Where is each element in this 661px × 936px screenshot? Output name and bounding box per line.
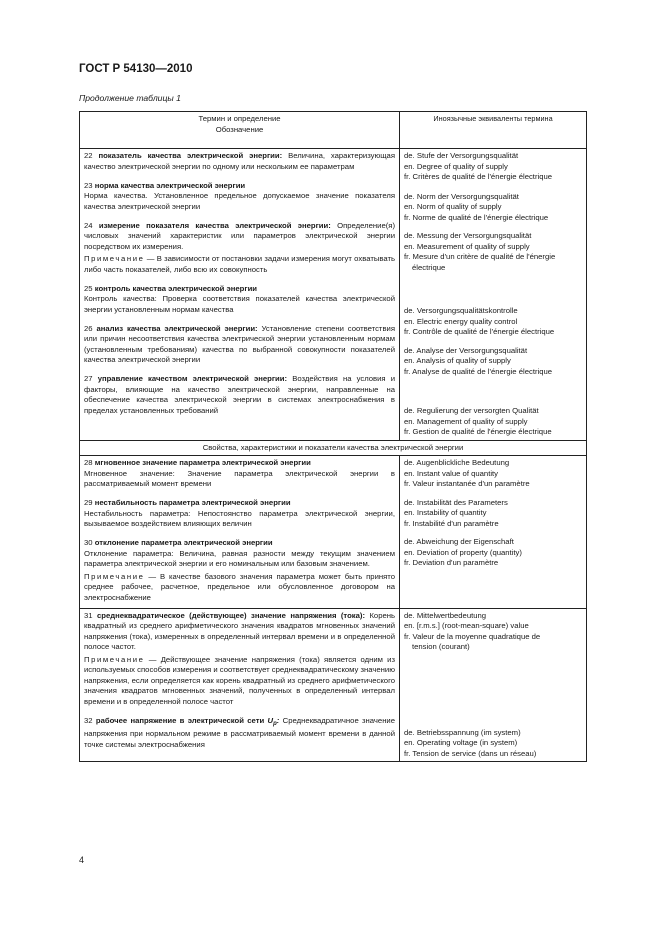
table-header-row [80, 112, 587, 149]
term-entry-26: 26 анализ качества электрической энергии: Установление степени соответствия или причин несоответствия качества электрической энергии установленным нормам (установленным требованиям) качества по выбранной совокупности показателей качества электрической энергии [84, 323, 395, 364]
table-row [80, 456, 587, 609]
header-designation-label: Обозначение [215, 124, 264, 134]
term-entry-27: 27 управление качеством электрической энергии: Воздействия на условия и факторы, влияющие на качество электрической энергии, направленные на обеспечение качества электрической энергии в системах электроснабжения в пределах установленных требований [84, 374, 395, 415]
term-definition: Корень квадратный из среднего арифметического значения квадратов мгновенных значений напряжения (тока), измеренных в определенный интервал времени и в определенной полосе частот. [84, 610, 395, 651]
header-term-cell [80, 112, 400, 149]
term-note: Примечание — Действующее значение напряжения (тока) является одним из используемых способов измерения и соответствует среднеквадратическому значению напряжения, если определяется как корень квадратный из среднего арифметического значения квадратов мгновенных значений, полученных в определенный интервал времени и в определенной полосе частот [84, 654, 395, 706]
term-note: Примечание — В зависимости от постановки задачи измерения могут охватывать либо часть показателей, либо всю их совокупность [84, 254, 395, 274]
term-definition: Мгновенное значение: Значение параметра электрической энергии в рассматриваемый момент времени [84, 468, 395, 488]
term-definitions-cell [80, 456, 400, 609]
term-definition: Воздействия на условия и факторы, влияющие на качество электрической энергии, направленные на обеспечение качества электрической энергии в системах электроснабжения в пределах установленных требований [84, 374, 395, 415]
term-definition: Нестабильность параметра: Непостоянство параметра электрической энергии, вызываемое воздействием влияющих величин [84, 508, 395, 528]
terms-table [79, 111, 587, 762]
term-name: показатель качества электрической энергии: [98, 151, 283, 160]
equivalents-28: de. Augenblickliche Bedeutung en. Instant value of quantity fr. Valeur instantanée d'un paramètre [404, 458, 530, 488]
term-definition: Контроль качества: Проверка соответствия показателей качества электрической энергии установленным нормам качества [84, 294, 395, 314]
table-row [80, 608, 587, 762]
term-definition: Норма качества. Установленное предельное допускаемое значение показателя качества электрической энергии [84, 191, 395, 211]
table-continuation-caption: Продолжение таблицы 1 [79, 93, 181, 103]
term-definition: Среднеквадратичное значение напряжения при нормальном режиме в рассматриваемый момент времени в данной точке системы электроснабжения [84, 715, 396, 749]
term-entry-29: 29 нестабильность параметра электрической энергии Нестабильность параметра: Непостоянство параметра электрической энергии, вызываемое воздействием влияющих величин [84, 498, 395, 528]
term-definition: Величина, характеризующая качество электрической энергии по одному или нескольким ее параметрам [84, 151, 395, 171]
section-title: Свойства, характеристики и показатели качества электрической энергии [80, 440, 587, 456]
equivalents-24: de. Messung der Versorgungsqualität en. Measurement of quality of supply fr. Mesure d'un critère de qualité de l'énergie électrique [404, 231, 556, 272]
equivalents-30: de. Abweichung der Eigenschaft en. Deviation of property (quantity) fr. Deviation d'un paramètre [404, 537, 522, 567]
equivalents-27: de. Regulierung der versorgten Qualität en. Management of quality of supply fr. Gestion de qualité de l'énergie électrique [404, 406, 552, 436]
equivalents-26: de. Analyse der Versorgungsqualität en. Analysis of quality of supply fr. Analyse de qualité de l'énergie électrique [404, 345, 553, 376]
term-entry-22: 22 показатель качества электрической энергии: Величина, характеризующая качество электрической энергии по одному или нескольким ее параметрам [84, 151, 395, 171]
equivalents-22: de. Stufe der Versorgungsqualität en. Degree of quality of supply fr. Critères de qualité de l'énergie électrique [404, 151, 553, 181]
term-entry-25: 25 контроль качества электрической энергии Контроль качества: Проверка соответствия показателей качества электрической энергии установленным нормам качества [84, 283, 395, 314]
term-note: Примечание — В качестве базового значения параметра может быть принято среднее рабочее, расчетное, предельное или обусловленное договором на электроснабжение [84, 571, 395, 602]
section-row [80, 440, 587, 456]
term-definitions-cell [80, 608, 400, 762]
term-entry-30: 30 отклонение параметра электрической энергии Отклонение параметра: Величина, равная разности между текущим значением параметра электрической энергии и его номинальным или базовым значением. Примечание — В качестве базового значения параметра может быть принято среднее рабочее, расчетное, предельное или обусловленное договором на электроснабжение [84, 538, 395, 602]
term-name: отклонение параметра электрической энергии [94, 538, 273, 547]
header-equivalents-label: Иноязычные эквиваленты термина [400, 112, 587, 149]
page-number: 4 [79, 855, 85, 865]
equivalents-32: de. Betriebsspannung (im system) en. Operating voltage (in system) fr. Tension de service (dans un réseau) [404, 727, 537, 758]
equivalents-31: de. Mittelwertbedeutung en. [r.m.s.] (root-mean-square) value fr. Valeur de la moyenne quadratique de tension (courant) [404, 610, 541, 651]
standard-title: ГОСТ Р 54130—2010 [79, 63, 193, 75]
term-name: нестабильность параметра электрической энергии [94, 498, 291, 507]
term-name: рабочее напряжение в электрической сети [95, 715, 265, 725]
term-definition: Определение(я) числовых значений характеристик или параметров электрической энергии посредством их измерения. [84, 220, 395, 251]
term-name: норма качества электрической энергии [94, 180, 246, 190]
equivalents-cell [400, 149, 587, 441]
term-name: управление качеством электрической энергии: [97, 374, 288, 383]
term-entry-23: 23 норма качества электрической энергии Норма качества. Установленное предельное допускаемое значение показателя качества электрической энергии [84, 180, 395, 211]
term-name: анализ качества электрической энергии: [96, 323, 258, 333]
term-name: измерение показателя качества электрической энергии: [98, 220, 331, 230]
term-name: мгновенное значение параметра электрической энергии [94, 458, 311, 467]
equivalents-cell [400, 608, 587, 762]
header-term-label: Термин и определение [198, 114, 281, 123]
term-definition: Установление степени соответствия или причин несоответствия качества электрической энергии установленным нормам (установленным требованиям) качества по выбранной совокупности показателей качества электрической энергии [84, 323, 395, 364]
term-name: контроль качества электрической энергии [94, 283, 258, 293]
equivalents-25: de. Versorgungsqualitätskontrolle en. Electric energy quality control fr. Contrôle de qualité de l'énergie électrique [404, 306, 555, 336]
term-entry-32: 32 рабочее напряжение в электрической сети $U_p$: Среднеквадратичное значение напряжения при нормальном режиме в рассматриваемый момент времени в данной точке системы электроснабжения [84, 715, 396, 749]
equivalents-29: de. Instabilität des Parameters en. Instability of quantity fr. Instabilité d'un paramètre [404, 497, 508, 528]
table-row [80, 149, 587, 441]
term-entry-31: 31 среднеквадратическое (действующее) значение напряжения (тока): Корень квадратный из среднего арифметического значения квадратов мгновенных значений напряжения (тока), измеренных в определенный интервал времени и в определенной полосе частот. Примечание — Действующее значение напряжения (тока) является одним из используемых способов измерения и соответствует среднеквадратическому значению напряжения, если определяется как корень квадратный из среднего арифметического значения квадратов мгновенных значений, полученных в определенный интервал времени и в определенной полосе частот [84, 610, 395, 706]
voltage-symbol: $U_p$: [267, 715, 280, 727]
equivalents-23: de. Norm der Versorgungsqualität en. Norm of quality of supply fr. Norme de qualité de l'énergie électrique [404, 191, 549, 222]
term-entry-24: 24 измерение показателя качества электрической энергии: Определение(я) числовых значений характеристик или параметров электрической энергии посредством их измерения. Примечание — В зависимости от постановки задачи измерения могут охватывать либо часть показателей, либо всю их совокупность [84, 220, 395, 274]
term-definition: Отклонение параметра: Величина, равная разности между текущим значением параметра электрической энергии и его номинальным или базовым значением. [84, 548, 395, 568]
term-name: среднеквадратическое (действующее) значение напряжения (тока): [96, 610, 366, 620]
term-entry-28: 28 мгновенное значение параметра электрической энергии Мгновенное значение: Значение параметра электрической энергии в рассматриваемый момент времени [84, 458, 395, 488]
term-definitions-cell [80, 149, 400, 441]
equivalents-cell [400, 456, 587, 609]
